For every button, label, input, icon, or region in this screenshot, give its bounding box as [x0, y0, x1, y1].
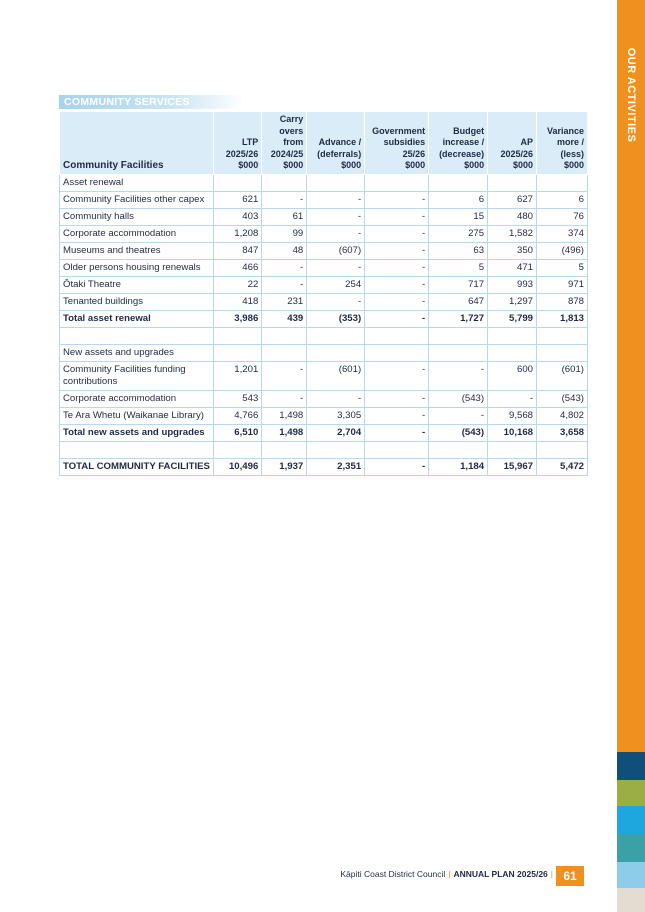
- row-value: 847: [214, 242, 262, 259]
- row-value: 1,813: [537, 310, 588, 327]
- row-value: 471: [488, 259, 537, 276]
- row-label: Ōtaki Theatre: [60, 276, 214, 293]
- row-label: Corporate accommodation: [60, 390, 214, 407]
- row-value: -: [365, 310, 429, 327]
- row-label: Community Facilities funding contributions: [60, 361, 214, 390]
- row-value: 61: [262, 208, 307, 225]
- row-value: (496): [537, 242, 588, 259]
- table-row: [60, 225, 588, 242]
- row-value: -: [262, 390, 307, 407]
- row-value: 1,498: [262, 424, 307, 441]
- row-value: -: [262, 361, 307, 390]
- row-value: -: [365, 361, 429, 390]
- total-row: [60, 310, 588, 327]
- row-value: [262, 327, 307, 344]
- row-value: [307, 344, 365, 361]
- row-value: [429, 344, 488, 361]
- column-header-line: Carry: [279, 114, 304, 124]
- column-header-line: Government: [372, 125, 426, 136]
- row-value: 2,351: [307, 458, 365, 475]
- column-header: [537, 112, 588, 175]
- row-value: 99: [262, 225, 307, 242]
- row-value: 1,937: [262, 458, 307, 475]
- row-value: [429, 327, 488, 344]
- row-value: 878: [537, 293, 588, 310]
- row-value: 350: [488, 242, 537, 259]
- column-header: [488, 112, 537, 175]
- row-value: -: [429, 361, 488, 390]
- row-label: Community halls: [60, 208, 214, 225]
- row-value: -: [365, 191, 429, 208]
- total-row: [60, 458, 588, 475]
- row-label: Corporate accommodation: [60, 225, 214, 242]
- row-label: New assets and upgrades: [60, 344, 214, 361]
- column-header-line: 2024/25: [270, 148, 304, 159]
- row-value: [537, 344, 588, 361]
- row-value: -: [307, 191, 365, 208]
- row-value: 4,766: [214, 407, 262, 424]
- side-tab: [617, 0, 645, 200]
- row-value: (543): [429, 424, 488, 441]
- section-row: [60, 174, 588, 191]
- row-value: -: [262, 259, 307, 276]
- row-value: 5,799: [488, 310, 537, 327]
- row-value: -: [488, 390, 537, 407]
- row-value: [488, 441, 537, 458]
- row-value: -: [365, 276, 429, 293]
- column-header-line: 2025/26: [225, 148, 259, 159]
- row-value: 3,305: [307, 407, 365, 424]
- row-value: [214, 327, 262, 344]
- row-value: -: [429, 407, 488, 424]
- column-header-line: $000: [341, 160, 362, 170]
- spacer-row: [60, 327, 588, 344]
- row-label: [60, 441, 214, 458]
- footer-separator: |: [550, 869, 553, 879]
- table-header-row: [60, 112, 588, 175]
- row-value: 971: [537, 276, 588, 293]
- table-row: [60, 208, 588, 225]
- row-value: [214, 441, 262, 458]
- row-value: -: [365, 390, 429, 407]
- column-header: [429, 112, 488, 175]
- color-stripe: [617, 780, 645, 806]
- column-header-line: overs: [279, 125, 304, 136]
- row-value: 48: [262, 242, 307, 259]
- table-row: [60, 293, 588, 310]
- table-row: [60, 242, 588, 259]
- row-value: -: [365, 407, 429, 424]
- header-community-facilities: Community Facilities: [60, 112, 214, 175]
- row-value: 466: [214, 259, 262, 276]
- row-value: [365, 344, 429, 361]
- row-value: 5,472: [537, 458, 588, 475]
- row-value: [537, 441, 588, 458]
- row-value: 1,582: [488, 225, 537, 242]
- row-value: [262, 344, 307, 361]
- row-value: 439: [262, 310, 307, 327]
- column-header-line: Budget: [453, 125, 485, 136]
- row-value: [365, 174, 429, 191]
- footer-separator: |: [448, 869, 451, 879]
- column-header-line: Advance /: [318, 137, 362, 147]
- column-header: [262, 112, 307, 175]
- row-value: 15: [429, 208, 488, 225]
- row-value: 1,201: [214, 361, 262, 390]
- row-value: 647: [429, 293, 488, 310]
- row-value: 5: [429, 259, 488, 276]
- row-label: Tenanted buildings: [60, 293, 214, 310]
- table-row: [60, 390, 588, 407]
- table-row: [60, 191, 588, 208]
- column-header-line: more /: [556, 137, 584, 147]
- row-value: 6: [537, 191, 588, 208]
- row-value: 5: [537, 259, 588, 276]
- column-header-line: subsidies: [383, 137, 426, 147]
- row-value: 1,208: [214, 225, 262, 242]
- color-stripe: [617, 888, 645, 912]
- section-banner: [59, 95, 244, 109]
- row-label: Community Facilities other capex: [60, 191, 214, 208]
- side-tab-label: OUR ACTIVITIES: [625, 47, 637, 143]
- row-value: 6: [429, 191, 488, 208]
- row-value: 993: [488, 276, 537, 293]
- row-value: [488, 344, 537, 361]
- row-label: Older persons housing renewals: [60, 259, 214, 276]
- color-stripe: [617, 834, 645, 862]
- row-value: 9,568: [488, 407, 537, 424]
- column-header: [365, 112, 429, 175]
- row-value: 3,658: [537, 424, 588, 441]
- row-value: 1,297: [488, 293, 537, 310]
- column-header: [214, 112, 262, 175]
- row-value: 600: [488, 361, 537, 390]
- table-row: [60, 259, 588, 276]
- row-value: 374: [537, 225, 588, 242]
- row-value: -: [262, 276, 307, 293]
- row-value: 15,967: [488, 458, 537, 475]
- row-value: 621: [214, 191, 262, 208]
- column-header-line: $000: [405, 160, 426, 170]
- row-value: 4,802: [537, 407, 588, 424]
- table-row: [60, 407, 588, 424]
- column-header-line: $000: [464, 160, 485, 170]
- row-value: [214, 174, 262, 191]
- column-header-line: LTP: [241, 137, 259, 147]
- row-value: (543): [429, 390, 488, 407]
- column-header-line: $000: [283, 160, 304, 170]
- row-value: -: [307, 208, 365, 225]
- row-value: [365, 441, 429, 458]
- column-header-line: Variance: [546, 125, 584, 136]
- table-row: [60, 276, 588, 293]
- column-header-line: from: [283, 137, 304, 147]
- row-value: -: [365, 208, 429, 225]
- row-value: (601): [537, 361, 588, 390]
- section-row: [60, 344, 588, 361]
- column-header-line: $000: [238, 160, 259, 170]
- row-value: [307, 441, 365, 458]
- row-value: 231: [262, 293, 307, 310]
- row-value: 22: [214, 276, 262, 293]
- row-value: -: [365, 242, 429, 259]
- row-value: [429, 174, 488, 191]
- column-header-line: $000: [512, 160, 534, 170]
- table-body: [60, 174, 588, 475]
- column-header-line: (decrease): [439, 148, 485, 159]
- color-stripe: [617, 806, 645, 834]
- capital-works-table: [59, 111, 588, 476]
- row-label: Total asset renewal: [60, 310, 214, 327]
- color-stripe: [617, 752, 645, 780]
- row-value: -: [365, 259, 429, 276]
- row-label: Te Ara Whetu (Waikanae Library): [60, 407, 214, 424]
- column-header-line: increase /: [442, 137, 485, 147]
- row-value: 1,498: [262, 407, 307, 424]
- row-value: 76: [537, 208, 588, 225]
- page-footer: [300, 869, 556, 879]
- row-value: (353): [307, 310, 365, 327]
- row-label: Total new assets and upgrades: [60, 424, 214, 441]
- row-value: [307, 327, 365, 344]
- row-value: 1,184: [429, 458, 488, 475]
- row-value: [307, 174, 365, 191]
- row-label: Museums and theatres: [60, 242, 214, 259]
- row-value: [429, 441, 488, 458]
- row-value: 627: [488, 191, 537, 208]
- row-value: -: [365, 225, 429, 242]
- row-label: Asset renewal: [60, 174, 214, 191]
- column-header-line: 25/26: [402, 148, 426, 159]
- spacer-row: [60, 441, 588, 458]
- column-header-line: $000: [563, 160, 584, 170]
- row-value: (601): [307, 361, 365, 390]
- section-banner-label: COMMUNITY SERVICES: [64, 96, 190, 108]
- row-value: [262, 174, 307, 191]
- row-value: -: [365, 424, 429, 441]
- total-row: [60, 424, 588, 441]
- row-value: 10,168: [488, 424, 537, 441]
- row-value: [537, 174, 588, 191]
- row-value: 275: [429, 225, 488, 242]
- footer-council: Kāpiti Coast District Council: [340, 869, 446, 879]
- row-value: -: [307, 225, 365, 242]
- row-label: TOTAL COMMUNITY FACILITIES: [60, 458, 214, 475]
- page-number: 61: [556, 866, 584, 886]
- column-header: [307, 112, 365, 175]
- column-header-line: (less): [560, 148, 584, 159]
- row-value: 2,704: [307, 424, 365, 441]
- table-row: [60, 361, 588, 390]
- row-value: 6,510: [214, 424, 262, 441]
- row-value: [214, 344, 262, 361]
- row-value: 254: [307, 276, 365, 293]
- row-value: 3,986: [214, 310, 262, 327]
- row-value: -: [307, 390, 365, 407]
- row-value: 543: [214, 390, 262, 407]
- row-value: 418: [214, 293, 262, 310]
- color-stripe: [617, 862, 645, 888]
- column-header-line: 2025/26: [500, 148, 534, 159]
- row-value: -: [365, 293, 429, 310]
- column-header-line: AP: [520, 137, 534, 147]
- row-value: -: [365, 458, 429, 475]
- row-value: (543): [537, 390, 588, 407]
- column-header-line: (deferrals): [317, 148, 362, 159]
- row-value: 63: [429, 242, 488, 259]
- row-value: 480: [488, 208, 537, 225]
- row-value: [365, 327, 429, 344]
- row-value: -: [262, 191, 307, 208]
- row-value: 403: [214, 208, 262, 225]
- row-value: [537, 327, 588, 344]
- row-value: (607): [307, 242, 365, 259]
- row-value: [262, 441, 307, 458]
- row-value: [488, 327, 537, 344]
- row-value: 1,727: [429, 310, 488, 327]
- row-value: [488, 174, 537, 191]
- row-label: [60, 327, 214, 344]
- footer-plan: ANNUAL PLAN 2025/26: [453, 869, 548, 879]
- row-value: 717: [429, 276, 488, 293]
- row-value: 10,496: [214, 458, 262, 475]
- row-value: -: [307, 259, 365, 276]
- row-value: -: [307, 293, 365, 310]
